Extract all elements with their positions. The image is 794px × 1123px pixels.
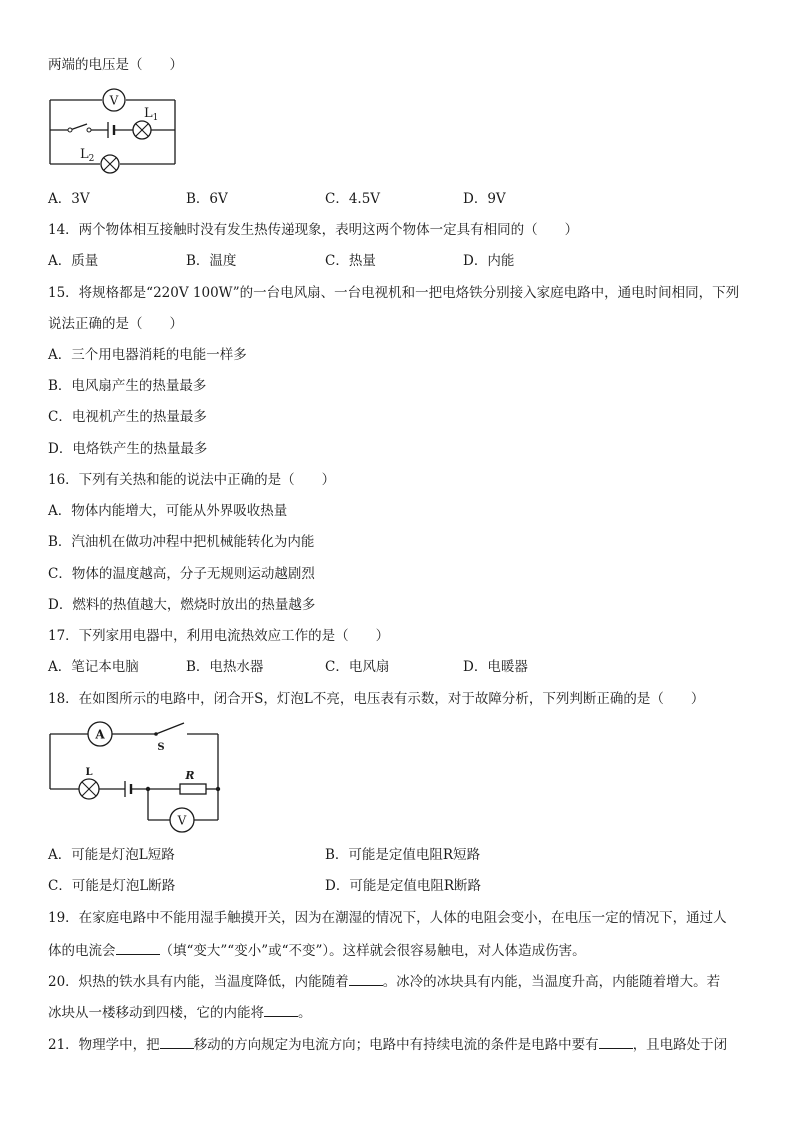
ammeter-label: A (95, 727, 105, 742)
switch-label: S (157, 742, 165, 753)
lamp-l-symbol (79, 779, 99, 799)
q20-line1: 20．炽热的铁水具有内能，当温度降低，内能随着 。冰冷的冰块具有内能，当温度升高，内能随着增大。若 (48, 971, 720, 991)
q18-option-b: B．可能是定值电阻R短路 (325, 847, 481, 863)
q17-stem: 17．下列家用电器中，利用电流热效应工作的是（ ） (48, 628, 390, 644)
lamp-l-label: L (85, 767, 93, 778)
q17-option-c: C．电风扇 (325, 659, 390, 675)
q17-option-d: D．电暖器 (463, 659, 528, 675)
switch-contact (87, 128, 91, 132)
q17-option-a: A．笔记本电脑 (48, 659, 139, 675)
q14-option-a: A．质量 (48, 253, 99, 269)
q15-option-d: D．电烙铁产生的热量最多 (48, 441, 208, 457)
q13-option-d: D．9V (463, 191, 506, 207)
q18-option-d: D．可能是定值电阻R断路 (325, 878, 481, 894)
voltmeter-label: V (177, 813, 187, 828)
q18-option-a: A．可能是灯泡L短路 (48, 847, 175, 863)
q19-answer-blank[interactable] (116, 940, 160, 955)
switch-contact (154, 732, 158, 736)
lamp-l1-symbol (133, 121, 151, 139)
resistor-symbol (180, 784, 206, 794)
q13-stem: 两端的电压是（ ） (48, 57, 183, 73)
q20-answer-blank-2[interactable] (264, 1002, 298, 1017)
q21-answer-blank-2[interactable] (599, 1034, 633, 1049)
junction-dot (216, 787, 220, 791)
q17-option-b: B．电热水器 (186, 659, 264, 675)
q16-option-d: D．燃料的热值越大，燃烧时放出的热量越多 (48, 597, 316, 613)
q21-line1: 21．物理学中，把 移动的方向规定为电流方向；电路中有持续电流的条件是电路中要有 ，且电路处于闭 (48, 1034, 727, 1054)
q15-option-a: A．三个用电器消耗的电能一样多 (48, 347, 247, 363)
q15-stem-line2: 说法正确的是（ ） (48, 316, 183, 332)
q20-line2: 冰块从一楼移动到四楼，它的内能将 。 (48, 1002, 312, 1022)
q16-option-c: C．物体的温度越高，分子无规则运动越剧烈 (48, 566, 315, 582)
q16-stem: 16．下列有关热和能的说法中正确的是（ ） (48, 472, 336, 488)
q20-answer-blank-1[interactable] (349, 971, 383, 986)
q18-stem: 18．在如图所示的电路中，闭合开S，灯泡L不亮，电压表有示数，对于故障分析，下列判断正确的是（ ） (48, 691, 705, 707)
q18-option-c: C．可能是灯泡L断路 (48, 878, 176, 894)
q15-stem-line1: 15．将规格都是“220V 100W”的一台电风扇、一台电视机和一把电烙铁分别接入家庭电路中，通电时间相同，下列 (48, 285, 740, 301)
q21-answer-blank-1[interactable] (160, 1034, 194, 1049)
q15-option-b: B．电风扇产生的热量最多 (48, 378, 207, 394)
q13-option-b: B．6V (186, 191, 228, 207)
q13-option-a: A．3V (48, 191, 90, 207)
q13-circuit-diagram (44, 86, 184, 178)
q15-option-c: C．电视机产生的热量最多 (48, 409, 207, 425)
q19-line1: 19．在家庭电路中不能用湿手触摸开关，因为在潮湿的情况下，人体的电阻会变小，在电压一定的情况下，通过人 (48, 910, 727, 926)
q16-option-b: B．汽油机在做功冲程中把机械能转化为内能 (48, 534, 315, 550)
q13-option-c: C．4.5V (325, 191, 381, 207)
switch-contact (68, 128, 72, 132)
voltmeter-label: V (109, 93, 119, 108)
lamp-l1-label: $L_1$ (144, 106, 159, 123)
q14-option-d: D．内能 (463, 253, 515, 269)
junction-dot (146, 787, 150, 791)
lamp-l2-symbol (101, 155, 119, 173)
q18-circuit-diagram (44, 716, 228, 836)
q16-option-a: A．物体内能增大，可能从外界吸收热量 (48, 503, 288, 519)
q14-stem: 14．两个物体相互接触时没有发生热传递现象，表明这两个物体一定具有相同的（ ） (48, 222, 579, 238)
resistor-label: R (185, 769, 195, 782)
q19-line2: 体的电流会 （填“变大”“变小”或“不变”）。这样就会很容易触电，对人体造成伤害。 (48, 940, 586, 960)
lamp-l2-label: $L_2$ (80, 147, 95, 164)
q14-option-c: C．热量 (325, 253, 376, 269)
q14-option-b: B．温度 (186, 253, 237, 269)
